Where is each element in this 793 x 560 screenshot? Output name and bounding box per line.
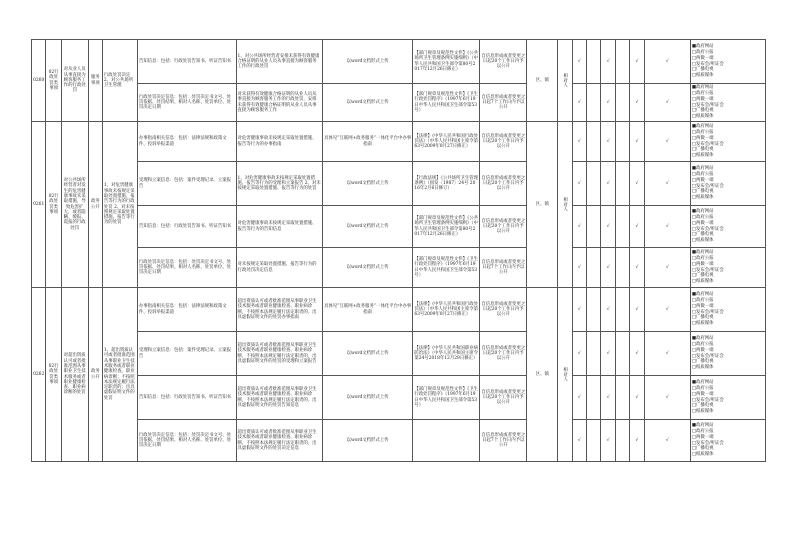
check-county: √: [630, 40, 644, 84]
row-object: 对从业人员从事直接为顾客服务工作的行政处罚: [61, 40, 88, 122]
channel-option: □发布会/听证会: [691, 397, 724, 403]
check-county: √: [630, 162, 644, 206]
disclosure-time: 自信息形成或者变更之日起20个工作日内予以公开: [480, 162, 527, 206]
check-county: √: [630, 84, 644, 122]
disclosure-info: 行政处罚决定信息：包括：处罚决定书文号、处罚依据、处罚结果、相对人名称、处罚单位、处罚决定日期: [137, 248, 236, 288]
disclosure-channels: [690, 206, 765, 248]
check-request: [615, 248, 629, 288]
channel-option: □发布会/听证会: [691, 141, 724, 147]
channel-option: □两微一端: [691, 55, 714, 61]
channel-option: □纸质媒体: [691, 238, 714, 244]
channel-option: □纸质媒体: [691, 114, 714, 120]
channel-option: □发布会/听证会: [691, 440, 724, 446]
channel-option: □政府公报: [691, 214, 714, 220]
disclosure-approach: 以word文档形式上传: [322, 376, 412, 420]
channel-option: □广播电视: [691, 273, 714, 279]
channel-option: □政府公报: [691, 385, 714, 391]
disclosure-time: 自信息形成或者变更之日起20个工作日内予以公开: [480, 376, 527, 420]
channel-option: □两微一端: [691, 135, 714, 141]
disclosure-basis: 【法律】《中华人民共和国行政处罚法》（中华人民共和国主席令第63号2009年8月27日修正）: [413, 288, 480, 332]
disclosure-basis: 【部门规章及规范性文件】《卫生行政处罚程序》（1997年6月19日中华人民共和国卫生部令第53号）: [413, 376, 480, 420]
disclosure-content: 超出资质认可或者批准范围从事职业卫生技术服务或者职业健康检查、职业病诊断，不按照本法规定履行法定职责的，出具虚假证明文件的处罚办事指南: [236, 288, 322, 332]
disclosure-content: 对危害健康事故未按规定采取处置措施、报告等行为的告知信息: [236, 206, 322, 248]
channel-option: □纸质媒体: [691, 365, 714, 371]
disclosure-content: 超出资质认可或者批准范围从事职业卫生技术服务或者职业健康检查、职业病诊断，不按照本法规定履行法定职责的，出具虚假证明文件的处罚告知信息: [236, 376, 322, 420]
disclosure-basis: 【部门规章及规范性文件】《卫生行政处罚程序》（1997年6月19日中华人民共和国卫生部令第53号）: [413, 248, 480, 288]
row-category: 02行政处罚类事项: [46, 40, 61, 122]
channel-option: □发布会/听证会: [691, 267, 724, 273]
disclosure-content: 对危害健康事故未按规定采取处置措施、报告等行为的办事指南: [236, 122, 322, 162]
disclosure-channels: [690, 84, 765, 122]
channel-option: ■政府网站: [691, 336, 714, 342]
disclosure-info: 告知信息：包括：行政处罚告知书、听证告知书: [137, 40, 236, 84]
channel-option: □广播电视: [691, 359, 714, 365]
check-all: √: [572, 206, 586, 248]
disclosure-time: 自信息形成或者变更之日起7个工作日内予以公开: [480, 248, 527, 288]
disclosure-content: 超出资质认可或者批准范围从事职业卫生技术服务或者职业健康检查、职业病诊断，不按照本法规定履行法定职责的，出具虚假证明文件的处罚决定信息: [236, 420, 322, 462]
channel-option: □两微一端: [691, 220, 714, 226]
check-all: √: [572, 376, 586, 420]
table-row: [32, 122, 766, 162]
check-active: √: [601, 288, 615, 332]
check-all: √: [572, 122, 586, 162]
disclosure-content: 对未获得有效健康合格证明的从业人员从事直接为顾客服务工作的行政处罚，安排未获得有效健康合格证明的从业人员从事直接为顾客服务工作: [236, 84, 322, 122]
check-request: [615, 376, 629, 420]
channel-option: □两微一端: [691, 261, 714, 267]
disclosure-info: 受理和立案信息：包括：案件受理记录、立案报告: [137, 162, 236, 206]
channel-option: ■政府网站: [691, 250, 714, 256]
disclosure-basis: 【法律】《中华人民共和国行政处罚法》（中华人民共和国主席令第63号2009年8月27日修正）: [413, 122, 480, 162]
check-all: √: [572, 84, 586, 122]
disclosure-time: 自信息形成或者变更之日起20个工作日内予以公开: [480, 40, 527, 84]
channel-option: □广播电视: [691, 315, 714, 321]
channel-option: ■政府网站: [691, 423, 714, 429]
disclosure-channels: [690, 162, 765, 206]
channel-option: □广播电视: [691, 147, 714, 153]
check-request: [615, 40, 629, 84]
channel-option: ■政府网站: [691, 380, 714, 386]
channel-option: □两微一端: [691, 434, 714, 440]
check-county: √: [630, 288, 644, 332]
check-specific: [587, 206, 601, 248]
document-table: [31, 39, 766, 534]
check-town: √: [644, 288, 690, 332]
channel-option: □政府公报: [691, 171, 714, 177]
disclosure-info: 告知信息：包括：行政处罚告知书、听证告知书: [137, 376, 236, 420]
row-subject-area: 政务公开: [88, 288, 102, 462]
check-all: √: [572, 248, 586, 288]
channel-option: □纸质媒体: [691, 73, 714, 79]
channel-option: □发布会/听证会: [691, 226, 724, 232]
channel-option: □纸质媒体: [691, 321, 714, 327]
channel-option: □两微一端: [691, 347, 714, 353]
channel-option: □广播电视: [691, 403, 714, 409]
disclosure-info: 受理和立案信息：包括：案件受理记录、立案报告: [137, 332, 236, 376]
disclosure-info: 告知信息：包括：行政处罚告知书、听证告知书: [137, 206, 236, 248]
channel-option: □发布会/听证会: [691, 102, 724, 108]
check-all: √: [572, 420, 586, 462]
disclosure-channels: [690, 288, 765, 332]
check-specific: [587, 84, 601, 122]
disclosure-content: 1、对危害健康事故未按规定采取处置措施、报告等行为的受理和立案报告 2、对未按规定采取处置措施、报告等行为的处罚: [236, 162, 322, 206]
channel-option: ■政府网站: [691, 85, 714, 91]
check-request: [615, 206, 629, 248]
check-specific: [587, 288, 601, 332]
channel-option: □发布会/听证会: [691, 353, 724, 359]
check-county: √: [630, 332, 644, 376]
check-active: √: [601, 420, 615, 462]
channel-option: □发布会/听证会: [691, 183, 724, 189]
disclosure-basis: 【行政法规】《公共场所卫生管理条例》（国发〔1987〕24号 2016年2月6日修订）: [413, 162, 480, 206]
table-row: [32, 84, 766, 122]
table-row: [32, 206, 766, 248]
channel-option: □政府公报: [691, 255, 714, 261]
disclosure-content: 1、对公共场所经营者安排未获得有效健康合格证明的从业人员从事直接为顾客服务工作的行政处罚: [236, 40, 322, 84]
channel-option: □纸质媒体: [691, 409, 714, 415]
check-request: [615, 332, 629, 376]
channel-option: □政府公报: [691, 297, 714, 303]
disclosure-channels: [690, 40, 765, 84]
table-row: [32, 288, 766, 332]
disclosure-basis: 【部门规章及规范性文件】《公共场所卫生管理条例实施细则》（中华人民共和国卫生部令第80号2017年12月26日修正）: [413, 206, 480, 248]
disclosure-basis: [413, 420, 480, 462]
table-row: [32, 376, 766, 420]
check-specific: [587, 122, 601, 162]
check-active: √: [601, 206, 615, 248]
disclosure-time: 自信息形成或者变更之日起20个工作日内予以公开: [480, 332, 527, 376]
check-town: √: [644, 206, 690, 248]
disclosure-basis: 【法律】《中华人民共和国职业病防治法》（中华人民共和国主席令第24号2018年12月29日修正）: [413, 332, 480, 376]
check-county: √: [630, 206, 644, 248]
row-category: 02行政处罚类事项: [46, 288, 61, 462]
table-row: [32, 332, 766, 376]
check-specific: [587, 332, 601, 376]
channel-option: ■政府网站: [691, 292, 714, 298]
check-request: [615, 84, 629, 122]
channel-option: □广播电视: [691, 446, 714, 452]
check-request: [615, 420, 629, 462]
channel-option: □政府公报: [691, 428, 714, 434]
disclosure-time: 自信息形成或者变更之日起20个工作日内予以公开: [480, 206, 527, 248]
check-town: √: [644, 420, 690, 462]
target-object: 相对人: [558, 122, 572, 288]
target-object: 相对人: [558, 288, 572, 462]
channel-option: □两微一端: [691, 96, 714, 102]
channel-option: ■政府网站: [691, 44, 714, 50]
check-active: √: [601, 376, 615, 420]
check-active: √: [601, 122, 615, 162]
check-active: √: [601, 248, 615, 288]
check-town: √: [644, 122, 690, 162]
disclosure-basis: 【部门规章及规范性文件】《卫生行政处罚程序》（1997年6月19日中华人民共和国卫生部令第53号）: [413, 84, 480, 122]
check-request: [615, 122, 629, 162]
row-subject-area: 服务事项: [88, 40, 102, 122]
check-specific: [587, 420, 601, 462]
disclosure-channels: [690, 420, 765, 462]
disclosure-channels: [690, 248, 765, 288]
row-number: 0260: [32, 40, 46, 122]
disclosure-content: 对未按规定采取处置措施、报告等行为的行政处罚决定信息: [236, 248, 322, 288]
check-active: √: [601, 40, 615, 84]
disclosure-approach: 以word文档形式上传: [322, 206, 412, 248]
row-subject-area: 政务公开: [88, 122, 102, 288]
channel-option: □广播电视: [691, 189, 714, 195]
check-town: √: [644, 332, 690, 376]
check-all: √: [572, 332, 586, 376]
check-all: √: [572, 162, 586, 206]
disclosure-approach: 以word文档形式上传: [322, 420, 412, 462]
table-row: [32, 40, 766, 84]
disclosure-time: 自信息形成或者变更之日起7个工作日内予以公开: [480, 420, 527, 462]
disclosure-info: 行政处罚决定信息：包括：处罚决定书文号、处罚依据、处罚结果、相对人名称、处罚单位、处罚决定日期: [137, 420, 236, 462]
check-active: √: [601, 162, 615, 206]
disclosure-approach: 具体见“互联网+政务服务”一体化平台中办事指南: [322, 122, 412, 162]
check-all: √: [572, 40, 586, 84]
row-number: 0262: [32, 288, 46, 462]
channel-option: □纸质媒体: [691, 279, 714, 285]
disclosure-info: 行政处罚决定信息：包括：处罚决定书文号、处罚依据、处罚结果、相对人名称、处罚单位、处罚决定日期: [137, 84, 236, 122]
target-object: 相对人: [558, 40, 572, 122]
check-specific: [587, 162, 601, 206]
check-request: [615, 162, 629, 206]
channel-option: □两微一端: [691, 303, 714, 309]
channel-option: □两微一端: [691, 391, 714, 397]
disclosure-approach: 具体见“互联网+政务服务”一体化平台中办事指南: [322, 288, 412, 332]
disclosure-time: 自信息形成或者变更之日起7个工作日内予以公开: [480, 84, 527, 122]
check-county: √: [630, 248, 644, 288]
disclosure-info: 办事指南相关信息：包括：法律法规和政策文件、投诉举报渠道: [137, 288, 236, 332]
disclosure-approach: 以word文档形式上传: [322, 162, 412, 206]
channel-option: □政府公报: [691, 90, 714, 96]
channel-option: □两微一端: [691, 177, 714, 183]
check-town: √: [644, 248, 690, 288]
channel-option: □政府公报: [691, 341, 714, 347]
channel-option: □政府公报: [691, 49, 714, 55]
disclosure-basis: 【部门规章及规范性文件】《公共场所卫生管理条例实施细则》（中华人民共和国卫生部令第80号2017年12月26日修正）: [413, 40, 480, 84]
row-number: 0261: [32, 122, 46, 288]
channel-option: ■政府网站: [691, 209, 714, 215]
disclosure-channels: [690, 122, 765, 162]
channel-option: □广播电视: [691, 108, 714, 114]
disclosure-table: [31, 39, 766, 462]
check-town: √: [644, 376, 690, 420]
check-county: √: [630, 122, 644, 162]
disclosure-level: 区、镇: [527, 40, 558, 122]
channel-option: □纸质媒体: [691, 452, 714, 458]
channel-option: □发布会/听证会: [691, 309, 724, 315]
check-all: √: [572, 288, 586, 332]
check-town: √: [644, 162, 690, 206]
row-category: 02行政处罚类事项: [46, 122, 61, 288]
row-object: 对超出资质认可或者批准范围从事职业卫生技术服务或者职业健康检查、职业病诊断的处罚: [61, 288, 88, 462]
check-town: √: [644, 84, 690, 122]
channel-option: □发布会/听证会: [691, 61, 724, 67]
channel-option: ■政府网站: [691, 124, 714, 130]
disclosure-content: 超出资质认可或者批准范围从事职业卫生技术服务或者职业健康检查、职业病诊断，不按照本法规定履行法定职责的，出具虚假证明文件的处罚的受理和立案报告: [236, 332, 322, 376]
check-town: √: [644, 40, 690, 84]
row-object: 对公共场所经营者对发生的危害健康事故未采取措施，导致危害扩大，或者隐瞒、缓报、谎报的行政处罚: [61, 122, 88, 288]
disclosure-approach: 以word文档形式上传: [322, 248, 412, 288]
check-county: √: [630, 420, 644, 462]
table-row: [32, 420, 766, 462]
channel-option: □广播电视: [691, 67, 714, 73]
disclosure-time: 自信息形成或者变更之日起20个工作日内予以公开: [480, 122, 527, 162]
disclosure-level: 区、镇: [527, 122, 558, 288]
row-sub-item: 行政处罚决定 2、对公共场所卫生管理: [102, 40, 137, 122]
disclosure-channels: [690, 376, 765, 420]
channel-option: □广播电视: [691, 232, 714, 238]
disclosure-approach: 以word文档形式上传: [322, 84, 412, 122]
disclosure-channels: [690, 332, 765, 376]
disclosure-level: 区、镇: [527, 288, 558, 462]
disclosure-approach: 以word文档形式上传: [322, 40, 412, 84]
check-request: [615, 288, 629, 332]
disclosure-info: 办事指南相关信息：包括：法律法规和政策文件、投诉举报渠道: [137, 122, 236, 162]
check-county: √: [630, 376, 644, 420]
check-active: √: [601, 84, 615, 122]
row-sub-item: 1、超出资质认可或者批准范围从事职业卫生技术服务或者职业健康检查、职业病诊断；不按照本法规定履行法定职责的；出具虚假证明文件的处罚: [102, 288, 137, 462]
check-specific: [587, 248, 601, 288]
row-sub-item: 1、对危害健康事故未按规定采取处置措施、报告等行为的行政处罚 2、对未按照规定采取处置措施、报告等行为的处罚: [102, 122, 137, 288]
channel-option: □政府公报: [691, 129, 714, 135]
channel-option: □纸质媒体: [691, 153, 714, 159]
disclosure-approach: 以word文档形式上传: [322, 332, 412, 376]
check-active: √: [601, 332, 615, 376]
table-row: [32, 248, 766, 288]
check-specific: [587, 40, 601, 84]
table-row: [32, 162, 766, 206]
check-specific: [587, 376, 601, 420]
channel-option: ■政府网站: [691, 166, 714, 172]
channel-option: □纸质媒体: [691, 195, 714, 201]
disclosure-time: 自信息形成或者变更之日起20个工作日内予以公开: [480, 288, 527, 332]
